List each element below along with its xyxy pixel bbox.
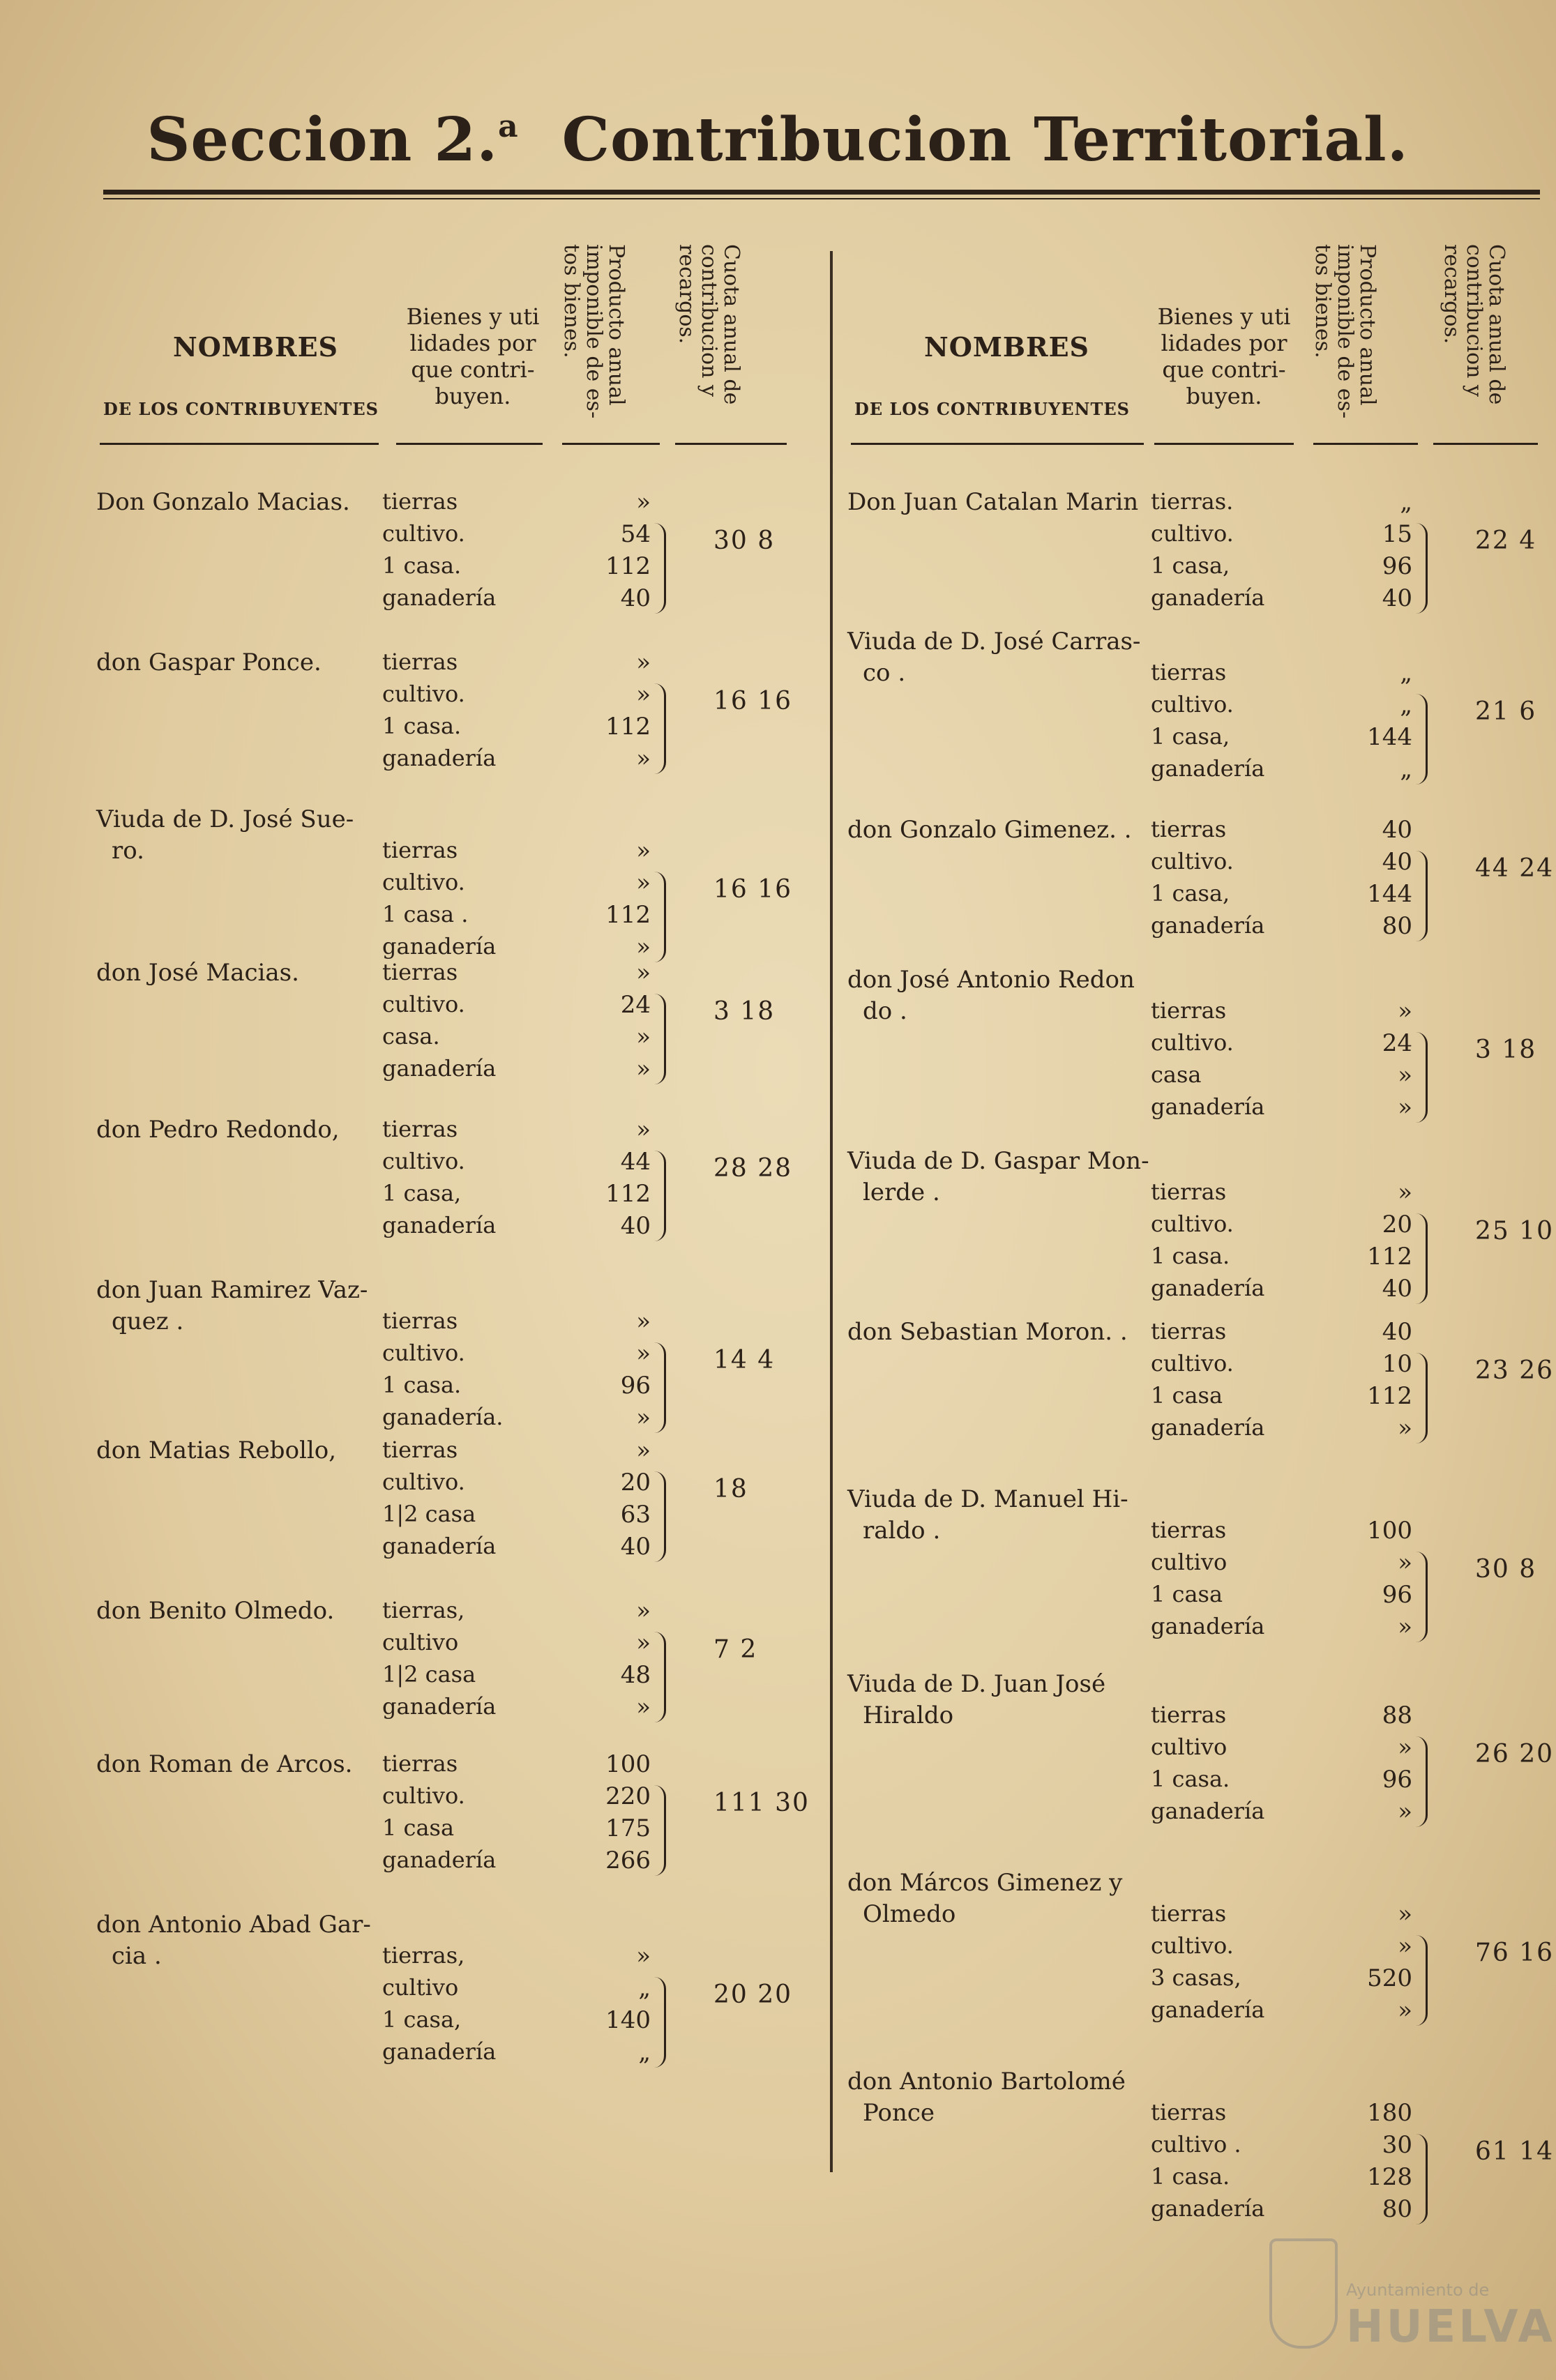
right-column — [847, 209, 1556, 2223]
producto-value: 15 — [1382, 520, 1412, 548]
brace — [1416, 1032, 1428, 1123]
header-producto: Producto anual imponible de es- tos bienes. — [1310, 244, 1380, 419]
property-item: tierras — [1151, 659, 1227, 685]
contributor-name-cont: Ponce — [863, 2099, 935, 2127]
property-item: tierras, — [382, 1942, 465, 1969]
brace — [654, 1151, 666, 1241]
producto-value: » — [636, 837, 651, 865]
brace — [654, 872, 666, 962]
cuota-value: 26 20 — [1475, 1740, 1555, 1768]
property-item: tierras — [1151, 1900, 1227, 1927]
producto-value: » — [636, 745, 651, 773]
producto-value: 266 — [605, 1847, 651, 1874]
title-section: Seccion 2. — [146, 105, 499, 175]
property-item: ganadería — [1151, 1275, 1265, 1301]
column-divider — [830, 251, 833, 2172]
property-item: ganadería — [1151, 584, 1265, 611]
producto-value: 40 — [1382, 816, 1412, 844]
brace — [1416, 1552, 1428, 1642]
header-rule — [562, 443, 660, 445]
property-item: 1 casa, — [382, 1180, 462, 1206]
producto-value: » — [636, 1597, 651, 1625]
cuota-value: 3 18 — [1475, 1036, 1537, 1064]
contributor-name-cont: cia . — [112, 1942, 162, 1970]
producto-value: » — [1398, 1061, 1412, 1089]
producto-value: 40 — [620, 1212, 651, 1240]
producto-value: 80 — [1382, 2195, 1412, 2223]
property-item: tierras — [382, 488, 458, 515]
property-item: cultivo. — [382, 520, 465, 547]
cuota-value: 7 2 — [713, 1635, 758, 1664]
property-item: cultivo. — [382, 1782, 465, 1809]
property-item: tierras — [382, 1750, 458, 1777]
producto-value: » — [636, 649, 651, 676]
brace — [654, 523, 666, 614]
property-item: ganadería — [382, 1055, 497, 1082]
property-item: tierras — [1151, 1318, 1227, 1344]
contributor-name-cont: quez . — [112, 1308, 184, 1335]
producto-value: 112 — [605, 552, 651, 580]
producto-value: 40 — [1382, 1318, 1412, 1346]
property-item: cultivo. — [1151, 1932, 1234, 1959]
property-item: cultivo . — [1151, 2131, 1241, 2158]
property-item: tierras — [1151, 1701, 1227, 1728]
contributor-name: Viuda de D. Manuel Hi- — [847, 1485, 1128, 1513]
cuota-value: 3 18 — [713, 997, 776, 1026]
header-cuota: Cuota anual de contribucion y recargos. — [1440, 244, 1509, 405]
producto-value: » — [636, 869, 651, 897]
property-item: 1 casa. — [1151, 1243, 1230, 1269]
property-item: cultivo. — [1151, 691, 1234, 718]
title-main: Contribucion Territorial. — [561, 105, 1409, 175]
producto-value: » — [636, 1437, 651, 1464]
property-item: cultivo. — [1151, 520, 1234, 547]
brace — [654, 994, 666, 1084]
producto-value: 63 — [620, 1501, 651, 1529]
seal-line2: HUELVA — [1346, 2301, 1555, 2353]
property-item: casa. — [382, 1023, 440, 1049]
property-item: 1 casa, — [382, 2006, 462, 2033]
contributor-name-cont: ro. — [112, 837, 144, 865]
producto-value: 40 — [1382, 584, 1412, 612]
producto-value: 128 — [1367, 2163, 1412, 2191]
property-item: ganadería — [382, 1533, 497, 1559]
property-item: ganadería — [382, 1212, 497, 1238]
property-item: cultivo. — [1151, 1029, 1234, 1056]
property-item: cultivo. — [382, 681, 465, 707]
contributor-name: Viuda de D. José Carras- — [847, 628, 1141, 655]
property-item: cultivo — [1151, 1549, 1228, 1575]
brace — [654, 1785, 666, 1876]
cuota-value: 16 16 — [713, 875, 793, 904]
producto-value: » — [636, 933, 651, 961]
cuota-value: 23 26 — [1475, 1356, 1555, 1385]
header-rule — [675, 443, 787, 445]
producto-value: 112 — [605, 1180, 651, 1208]
property-item: tierras. — [1151, 488, 1234, 515]
contributor-name: don Pedro Redondo, — [96, 1116, 340, 1144]
cuota-value: 16 16 — [713, 687, 793, 715]
property-item: tierras — [1151, 816, 1227, 842]
contributor-name: Don Gonzalo Macias. — [96, 488, 350, 516]
contributor-name: Don Juan Catalan Marin — [847, 488, 1139, 516]
producto-value: 10 — [1382, 1350, 1412, 1378]
property-item: ganadería — [1151, 912, 1265, 939]
property-item: cultivo. — [1151, 1350, 1234, 1377]
brace — [654, 1342, 666, 1433]
property-item: ganadería — [382, 1847, 497, 1873]
producto-value: 96 — [620, 1372, 651, 1400]
property-item: 1|2 casa — [382, 1501, 476, 1527]
producto-value: » — [636, 1942, 651, 1970]
producto-value: 44 — [620, 1148, 651, 1176]
header-producto: Producto anual imponible de es- tos bienes. — [559, 244, 628, 419]
cuota-value: 44 24 — [1475, 854, 1555, 883]
header-bienes: Bienes y uti lidades por que contri- buyen. — [1157, 303, 1291, 409]
property-item: ganadería — [1151, 1798, 1265, 1824]
property-item: tierras — [1151, 1178, 1227, 1205]
producto-value: » — [636, 959, 651, 987]
property-item: 1 casa. — [1151, 1766, 1230, 1792]
producto-value: 144 — [1367, 880, 1412, 908]
property-item: 1 casa — [1151, 1382, 1223, 1409]
contributor-name: don Roman de Arcos. — [96, 1750, 353, 1778]
contributor-name: Viuda de D. José Sue- — [96, 805, 354, 833]
property-item: tierras — [382, 1116, 458, 1142]
page-title — [84, 105, 1472, 175]
producto-value: 30 — [1382, 2131, 1412, 2159]
producto-value: » — [636, 1340, 651, 1367]
producto-value: » — [1398, 1798, 1412, 1826]
property-item: cultivo. — [382, 1340, 465, 1366]
property-item: tierras — [382, 837, 458, 863]
brace — [1416, 2134, 1428, 2224]
brace — [654, 683, 666, 774]
header-nombres: NOMBRES — [173, 331, 339, 363]
cuota-value: 30 8 — [1475, 1555, 1537, 1584]
header-cuota: Cuota anual de contribucion y recargos. — [674, 244, 743, 405]
contributor-name: don Benito Olmedo. — [96, 1597, 335, 1625]
producto-value: » — [1398, 1613, 1412, 1641]
producto-value: » — [636, 1116, 651, 1144]
contributor-name: Viuda de D. Gaspar Mon- — [847, 1147, 1149, 1175]
brace — [1416, 1935, 1428, 2026]
property-item: ganadería — [382, 584, 497, 611]
header-rule — [1313, 443, 1418, 445]
property-item: 1 casa, — [1151, 723, 1230, 750]
contributor-name: Viuda de D. Juan José — [847, 1670, 1106, 1698]
producto-value: » — [1398, 1932, 1412, 1960]
producto-value: 175 — [605, 1814, 651, 1842]
title-superscript: a — [498, 109, 519, 144]
producto-value: 40 — [1382, 1275, 1412, 1303]
contributor-name: don Gaspar Ponce. — [96, 649, 322, 676]
header-contribuyentes: DE LOS CONTRIBUYENTES — [103, 399, 379, 419]
producto-value: „ — [1400, 488, 1412, 516]
property-item: 1 casa. — [1151, 2163, 1230, 2190]
header-rule — [396, 443, 543, 445]
cuota-value: 14 4 — [713, 1346, 776, 1374]
producto-value: » — [636, 488, 651, 516]
property-item: ganadería — [1151, 2195, 1265, 2222]
property-item: ganadería — [382, 2038, 497, 2065]
cuota-value: 61 14 — [1475, 2137, 1555, 2166]
title-rule — [103, 190, 1540, 195]
producto-value: » — [1398, 997, 1412, 1025]
property-item: cultivo — [1151, 1734, 1228, 1760]
contributor-name-cont: co . — [863, 659, 906, 687]
producto-value: 112 — [1367, 1243, 1412, 1271]
property-item: 1 casa — [1151, 1581, 1223, 1607]
header-rule — [1154, 443, 1294, 445]
property-item: tierras — [382, 959, 458, 985]
producto-value: » — [1398, 1549, 1412, 1577]
huelva-seal — [1248, 2231, 1555, 2371]
producto-value: » — [636, 681, 651, 708]
brace — [1416, 523, 1428, 614]
property-item: 1 casa . — [382, 901, 469, 927]
brace — [1416, 1213, 1428, 1304]
header-rule — [100, 443, 379, 445]
property-item: ganadería — [1151, 1093, 1265, 1120]
producto-value: » — [1398, 1996, 1412, 2024]
property-item: 1 casa — [382, 1814, 455, 1841]
contributor-name: don Antonio Abad Gar- — [96, 1911, 371, 1939]
header-contribuyentes: DE LOS CONTRIBUYENTES — [854, 399, 1130, 419]
producto-value: 520 — [1367, 1964, 1412, 1992]
brace — [654, 1632, 666, 1722]
property-item: tierras — [382, 649, 458, 675]
brace — [654, 1977, 666, 2068]
producto-value: 24 — [1382, 1029, 1412, 1057]
cuota-value: 22 4 — [1475, 526, 1537, 555]
property-item: tierras, — [382, 1597, 465, 1623]
producto-value: 144 — [1367, 723, 1412, 751]
contributor-name: don José Macias. — [96, 959, 299, 987]
contributor-name: don Juan Ramirez Vaz- — [96, 1276, 368, 1304]
property-item: cultivo. — [382, 1148, 465, 1174]
title-rule-thin — [103, 198, 1540, 199]
producto-value: » — [1398, 1178, 1412, 1206]
contributor-name: don Gonzalo Gimenez. . — [847, 816, 1132, 844]
property-item: cultivo — [382, 1629, 459, 1655]
producto-value: 112 — [605, 713, 651, 741]
producto-value: » — [1398, 1734, 1412, 1761]
property-item: 1 casa, — [1151, 552, 1230, 579]
producto-value: 40 — [1382, 848, 1412, 876]
header-nombres: NOMBRES — [924, 331, 1090, 363]
contributor-name: don Matias Rebollo, — [96, 1437, 337, 1464]
contributor-name-cont: Hiraldo — [863, 1701, 954, 1729]
producto-value: » — [1398, 1093, 1412, 1121]
producto-value: „ — [1400, 755, 1412, 783]
cuota-value: 28 28 — [713, 1154, 793, 1183]
property-item: 1 casa. — [382, 713, 462, 739]
producto-value: 112 — [605, 901, 651, 929]
property-item: casa — [1151, 1061, 1202, 1088]
property-item: cultivo. — [382, 1469, 465, 1495]
producto-value: 20 — [620, 1469, 651, 1496]
producto-value: 96 — [1382, 1766, 1412, 1794]
brace — [1416, 1736, 1428, 1827]
property-item: ganadería — [1151, 1613, 1265, 1639]
producto-value: » — [636, 1693, 651, 1721]
property-item: tierras — [1151, 2099, 1227, 2125]
producto-value: 40 — [620, 1533, 651, 1561]
cuota-value: 21 6 — [1475, 697, 1537, 726]
producto-value: 180 — [1367, 2099, 1412, 2127]
contributor-name: don Márcos Gimenez y — [847, 1869, 1123, 1897]
property-item: ganadería — [1151, 1996, 1265, 2023]
producto-value: » — [1398, 1414, 1412, 1442]
property-item: ganadería — [382, 1693, 497, 1720]
producto-value: 54 — [620, 520, 651, 548]
property-item: ganadería — [382, 745, 497, 771]
producto-value: 100 — [605, 1750, 651, 1778]
producto-value: 140 — [605, 2006, 651, 2034]
producto-value: » — [636, 1629, 651, 1657]
producto-value: „ — [1400, 691, 1412, 719]
brace — [1416, 1353, 1428, 1443]
property-item: cultivo — [382, 1974, 459, 2001]
producto-value: 96 — [1382, 1581, 1412, 1609]
property-item: tierras — [1151, 1517, 1227, 1543]
producto-value: 24 — [620, 991, 651, 1019]
producto-value: „ — [638, 2038, 651, 2066]
contributor-name: don Antonio Bartolomé — [847, 2068, 1126, 2095]
seal-line1: Ayuntamiento de — [1346, 2280, 1490, 2300]
producto-value: » — [636, 1055, 651, 1083]
property-item: cultivo. — [382, 869, 465, 895]
cuota-value: 30 8 — [713, 526, 776, 555]
cuota-value: 76 16 — [1475, 1939, 1555, 1967]
contributor-name-cont: lerde . — [863, 1178, 940, 1206]
brace — [1416, 694, 1428, 785]
coat-of-arms-icon — [1269, 2238, 1338, 2349]
property-item: tierras — [382, 1308, 458, 1334]
producto-value: » — [1398, 1900, 1412, 1928]
table-header — [847, 209, 1556, 460]
contributor-name: don José Antonio Redon — [847, 966, 1135, 994]
producto-value: 112 — [1367, 1382, 1412, 1410]
property-item: tierras — [382, 1437, 458, 1463]
producto-value: » — [636, 1404, 651, 1432]
producto-value: 100 — [1367, 1517, 1412, 1545]
left-column — [96, 209, 815, 2066]
property-item: tierras — [1151, 997, 1227, 1024]
property-item: ganadería — [1151, 755, 1265, 782]
producto-value: 80 — [1382, 912, 1412, 940]
brace — [654, 1471, 666, 1562]
brace — [1416, 851, 1428, 941]
contributor-name-cont: raldo . — [863, 1517, 941, 1545]
producto-value: 40 — [620, 584, 651, 612]
property-item: cultivo. — [1151, 848, 1234, 874]
producto-value: 220 — [605, 1782, 651, 1810]
producto-value: „ — [1400, 659, 1412, 687]
property-item: 3 casas, — [1151, 1964, 1241, 1991]
property-item: ganadería — [382, 933, 497, 960]
property-item: cultivo. — [1151, 1211, 1234, 1237]
header-rule — [851, 443, 1144, 445]
producto-value: 96 — [1382, 552, 1412, 580]
table-header — [96, 209, 815, 460]
cuota-value: 25 10 — [1475, 1217, 1555, 1245]
header-bienes: Bienes y uti lidades por que contri- buyen. — [406, 303, 540, 409]
contributor-name-cont: do . — [863, 997, 907, 1025]
producto-value: 88 — [1382, 1701, 1412, 1729]
property-item: 1 casa. — [382, 1372, 462, 1398]
contributor-name-cont: Olmedo — [863, 1900, 956, 1928]
property-item: ganadería — [1151, 1414, 1265, 1441]
cuota-value: 18 — [713, 1475, 748, 1503]
property-item: 1|2 casa — [382, 1661, 476, 1688]
property-item: 1 casa. — [382, 552, 462, 579]
property-item: cultivo. — [382, 991, 465, 1017]
property-item: ganadería. — [382, 1404, 504, 1430]
producto-value: » — [636, 1308, 651, 1335]
property-item: 1 casa, — [1151, 880, 1230, 907]
producto-value: 20 — [1382, 1211, 1412, 1238]
producto-value: 48 — [620, 1661, 651, 1689]
producto-value: „ — [638, 1974, 651, 2002]
cuota-value: 111 30 — [713, 1789, 810, 1817]
header-rule — [1433, 443, 1538, 445]
cuota-value: 20 20 — [713, 1980, 793, 2009]
producto-value: » — [636, 1023, 651, 1051]
contributor-name: don Sebastian Moron. . — [847, 1318, 1128, 1346]
